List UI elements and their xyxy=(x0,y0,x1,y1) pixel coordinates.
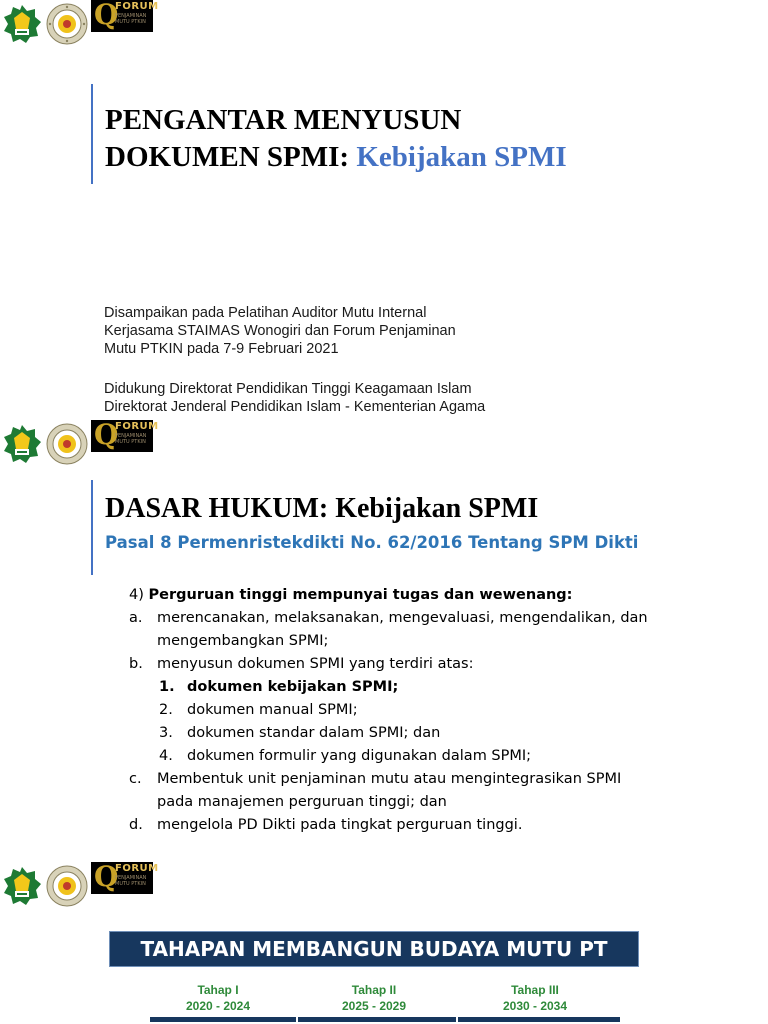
presentation-info xyxy=(104,304,456,358)
title-line-2-prefix: DOKUMEN SPMI: xyxy=(105,141,350,173)
logo-bar xyxy=(0,862,170,912)
list-marker: d. xyxy=(129,817,143,833)
info-line: Direktorat Jenderal Pendidikan Islam - Kementerian Agama xyxy=(104,399,486,415)
sublist-item: 4. dokumen formulir yang digunakan dalam SPMI; xyxy=(159,748,532,764)
accent-divider xyxy=(91,480,93,575)
list-item-b xyxy=(129,653,749,676)
institution-seal-icon xyxy=(46,3,88,45)
kemenag-logo-icon xyxy=(2,866,42,906)
kemenag-logo-icon xyxy=(2,4,42,44)
timeline-tick xyxy=(456,1015,458,1024)
sublist-item: 3. dokumen standar dalam SPMI; dan xyxy=(159,725,441,741)
list-item-text: mengembangkan SPMI; xyxy=(157,633,329,649)
stage-name: Tahap I xyxy=(197,983,239,997)
list-item-text: Membentuk unit penjaminan mutu atau mengintegrasikan SPMI xyxy=(157,771,622,787)
institution-seal-icon xyxy=(46,423,88,465)
stages-timeline xyxy=(150,1017,620,1022)
list-intro: 4) Perguruan tinggi mempunyai tugas dan wewenang: xyxy=(129,587,573,603)
stage-years: 2030 - 2034 xyxy=(502,999,568,1013)
title-line-2-accent: Kebijakan SPMI xyxy=(356,141,567,173)
stage-label xyxy=(158,982,278,1014)
title-line-1: PENGANTAR MENYUSUN xyxy=(105,104,462,136)
info-line: Mutu PTKIN pada 7-9 Februari 2021 xyxy=(104,341,339,357)
sublist-item: 1. dokumen kebijakan SPMI; xyxy=(159,679,399,695)
list-item-text: pada manajemen perguruan tinggi; dan xyxy=(157,794,447,810)
logo-bar xyxy=(0,0,170,50)
stage-years: 2025 - 2029 xyxy=(341,999,407,1013)
slide-subtitle: Pasal 8 Permenristekdikti No. 62/2016 Tentang SPM Dikti xyxy=(105,533,639,552)
stage-name: Tahap III xyxy=(511,983,559,997)
timeline-tick xyxy=(296,1015,298,1024)
stages-banner: TAHAPAN MEMBANGUN BUDAYA MUTU PT xyxy=(109,931,639,967)
list-marker: b. xyxy=(129,656,143,672)
list-item-text: mengelola PD Dikti pada tingkat perguruan tinggi. xyxy=(157,817,523,833)
stage-years: 2020 - 2024 xyxy=(185,999,251,1013)
accent-divider xyxy=(91,84,93,184)
logo-bar xyxy=(0,420,170,470)
list-item-text: menyusun dokumen SPMI yang terdiri atas: xyxy=(157,656,474,672)
list-item-c xyxy=(129,768,749,791)
stage-name: Tahap II xyxy=(351,983,397,997)
regulation-list xyxy=(129,584,749,837)
info-line: Disampaikan pada Pelatihan Auditor Mutu Internal xyxy=(104,305,427,321)
document-sublist xyxy=(129,676,749,768)
list-item-d xyxy=(129,814,749,837)
slide-quality-stages xyxy=(0,840,768,1024)
forum-logo: Q FORUM PENJAMINAN MUTU PTKIN xyxy=(91,420,153,452)
slide-title-heading xyxy=(105,102,567,176)
sublist-item: 2. dokumen manual SPMI; xyxy=(159,702,358,718)
institution-seal-icon xyxy=(46,865,88,907)
stage-label xyxy=(475,982,595,1014)
slide-title-heading: DASAR HUKUM: Kebijakan SPMI xyxy=(105,493,539,524)
list-item-text: merencanakan, melaksanakan, mengevaluasi, mengendalikan, dan xyxy=(157,610,648,626)
slide-title xyxy=(0,0,768,420)
info-line: Kerjasama STAIMAS Wonogiri dan Forum Penjaminan xyxy=(104,323,456,339)
slide-legal-basis xyxy=(0,420,768,840)
list-item-a-continued xyxy=(129,630,749,653)
list-marker: a. xyxy=(129,610,143,626)
kemenag-logo-icon xyxy=(2,424,42,464)
stage-label xyxy=(314,982,434,1014)
forum-logo: Q FORUM PENJAMINAN MUTU PTKIN xyxy=(91,862,153,894)
info-line: Didukung Direktorat Pendidikan Tinggi Keagamaan Islam xyxy=(104,381,472,397)
support-info xyxy=(104,380,485,416)
list-item-c-continued xyxy=(129,791,749,814)
forum-logo: Q FORUM PENJAMINAN MUTU PTKIN xyxy=(91,0,153,32)
list-item-a xyxy=(129,607,749,630)
list-marker: c. xyxy=(129,771,142,787)
